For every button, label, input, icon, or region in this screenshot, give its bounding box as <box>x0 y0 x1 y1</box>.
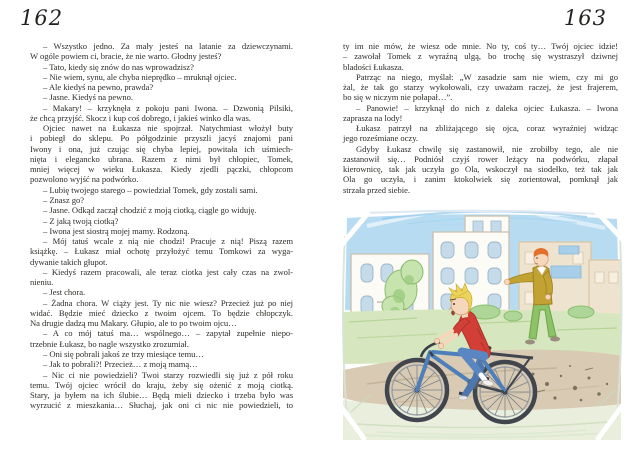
text-line: – Lubię twojego starego – powiedział Tomek, gdy zostali sami. <box>43 184 258 195</box>
text-line: Patrząc na niego, myślał: „W zasadzie sam nie wiem, czy mi go <box>356 71 618 82</box>
text-line: ty im nie mów, że wiesz ode mnie. No ty, coś ty… Twój ojciec idzie! <box>343 41 618 51</box>
text-line: bladości Łukasza. <box>343 61 404 72</box>
text-line: jego roześmiane oczy. <box>343 133 418 144</box>
text-line: i pobiegł do sklepu. Po półgodzinie przyszli jacyś znajomi pani <box>30 133 293 144</box>
text-line: Gdyby Łukasz chwilę się zastanowił, nie zrobiłby tego, ale nie <box>356 143 618 154</box>
story-illustration <box>337 206 627 446</box>
text-line: – Wszystko jedno. Za mały jesteś na latanie za dziewczynami. <box>43 41 293 51</box>
text-line: trzebnie Łukasz, bo nagle wszystko zrozumiał. <box>30 338 189 349</box>
text-line: – Nic ci nie powiedzieli? Twoi starzy rozwiedli się już z pół roku <box>43 369 293 380</box>
text-line: – Tato, kiedy się znów do nas wprowadzisz? <box>43 61 194 72</box>
text-line: – Żadna chora. W ciąży jest. Ty nic nie wiesz? Przecież już po niej <box>43 297 293 308</box>
text-line: nięta i elegancko ubrana. Razem z nimi był chłopiec, Tomek, <box>30 153 293 164</box>
page-number-right: 163 <box>563 6 607 30</box>
text-line: Stary, ja byłem na ich ślubie… Będą mieli dziecko i trzeba było was <box>30 390 293 401</box>
text-line: – Makary! – krzyknęła z pokoju pani Iwona. – Dzwonią Pilsiki, <box>43 102 293 113</box>
text-line: – Jasne. Odkąd zaczął chodzić z moją ciotką, ciągle go widuję. <box>43 205 257 216</box>
text-line: Na drugie dadzą mu Makary. Głupio, ale to po twoim ojcu… <box>30 318 237 329</box>
text-line: książkę. – Łukasz miał ochotę przyłożyć temu Tomkowi za wyga- <box>30 246 293 257</box>
page-number-left: 162 <box>20 6 64 30</box>
left-page-text <box>30 41 293 411</box>
right-page <box>318 0 635 458</box>
text-line: – A co mój tatuś ma… wspólnego… – zapytał zupełnie niepo- <box>43 328 293 339</box>
text-line: – Jak to pobrali?! Przecież… z moją mamą… <box>43 359 198 370</box>
text-line: kierownicę, tak jak uczyła go Ola, wskoczył na siodełko, też tak jak <box>343 164 618 175</box>
text-line: – Mój tatuś wcale z nią nie chodzi! Pracuje z nią! Piszą razem <box>43 236 293 247</box>
text-line: Łukasz patrzył na zbliżającego się ojca, coraz wyraźniej widząc <box>356 123 618 134</box>
text-line: Iwony i ona, już czując się chyba lepiej, powitała ich uśmiech- <box>30 143 293 154</box>
text-line: dywanie takich głupot. <box>30 256 108 267</box>
text-line: – Z jaką twoją ciotką? <box>43 215 119 226</box>
text-line: Ola go uczyła, i zanim ktokolwiek się zorientował, pomknął jak <box>343 174 618 185</box>
text-line: zastanowił się… Podniósł czyjś rower leżący na podwórku, złapał <box>343 153 618 164</box>
text-line: widać. Będzie mieć dziecko z twoim ojcem. To będzie chłopczyk. <box>30 307 293 318</box>
text-line: że chcą przyjść. Skocz i kup coś dobrego, i jakieś winko dla was. <box>30 112 251 123</box>
text-line: nieniu. <box>30 277 54 288</box>
text-line: mniej więcej w wieku Łukasza. Kiedy zjedli pączki, chłopcom <box>30 164 293 175</box>
text-line: – Znasz go? <box>43 194 84 205</box>
text-line: – Ale kiedyś na pewno, prawda? <box>43 82 154 93</box>
text-line: strzała przed siebie. <box>343 184 410 195</box>
right-page-text <box>343 41 618 195</box>
text-line: – Jest chora. <box>43 287 86 298</box>
text-line: – Iwona jest siostrą mojej mamy. Rodzoną. <box>43 225 190 236</box>
text-line: wyrzucić z mieszkania… Słuchaj, jak oni ci nic nie powiedzieli, to <box>30 400 293 411</box>
text-line: – Kiedyś razem pracowali, ale teraz ciotka jest cały czas na zwol- <box>43 266 293 277</box>
text-line: bo się w niczym nie połapał…”. <box>343 92 453 103</box>
text-line: żal, że tak go starzy wykołowali, czy uważam raczej, że jest frajerem, <box>343 82 618 93</box>
text-line: zaprasza na lody! <box>343 112 403 123</box>
text-line: – Jasne. Kiedyś na pewno. <box>43 92 133 103</box>
text-line: W ogóle powiem ci, bracie, że nie warto. Głodny jesteś? <box>30 51 222 62</box>
text-line: – Panowie! – krzyknął do nich z daleka ojciec Łukasza. – Iwona <box>356 102 618 113</box>
text-line: – Oni się pobrali jakoś ze trzy miesiące temu… <box>43 348 204 359</box>
text-line: temu. Twój ojciec wrócił do kraju, żeby się ożenić z moją ciotką. <box>30 379 293 390</box>
text-line: Ojciec nawet na Łukasza nie spojrzał. Natychmiast włożył buty <box>43 123 293 134</box>
text-line: – zawołał Tomek z wyraźną ulgą, bo trochę się wystraszył dziwnej <box>343 51 618 62</box>
text-line: – Nie wiem, synu, ale chyba nieprędko – mruknął ojciec. <box>43 71 237 82</box>
text-line: pozwolono wyjść na podwórko. <box>30 174 139 185</box>
